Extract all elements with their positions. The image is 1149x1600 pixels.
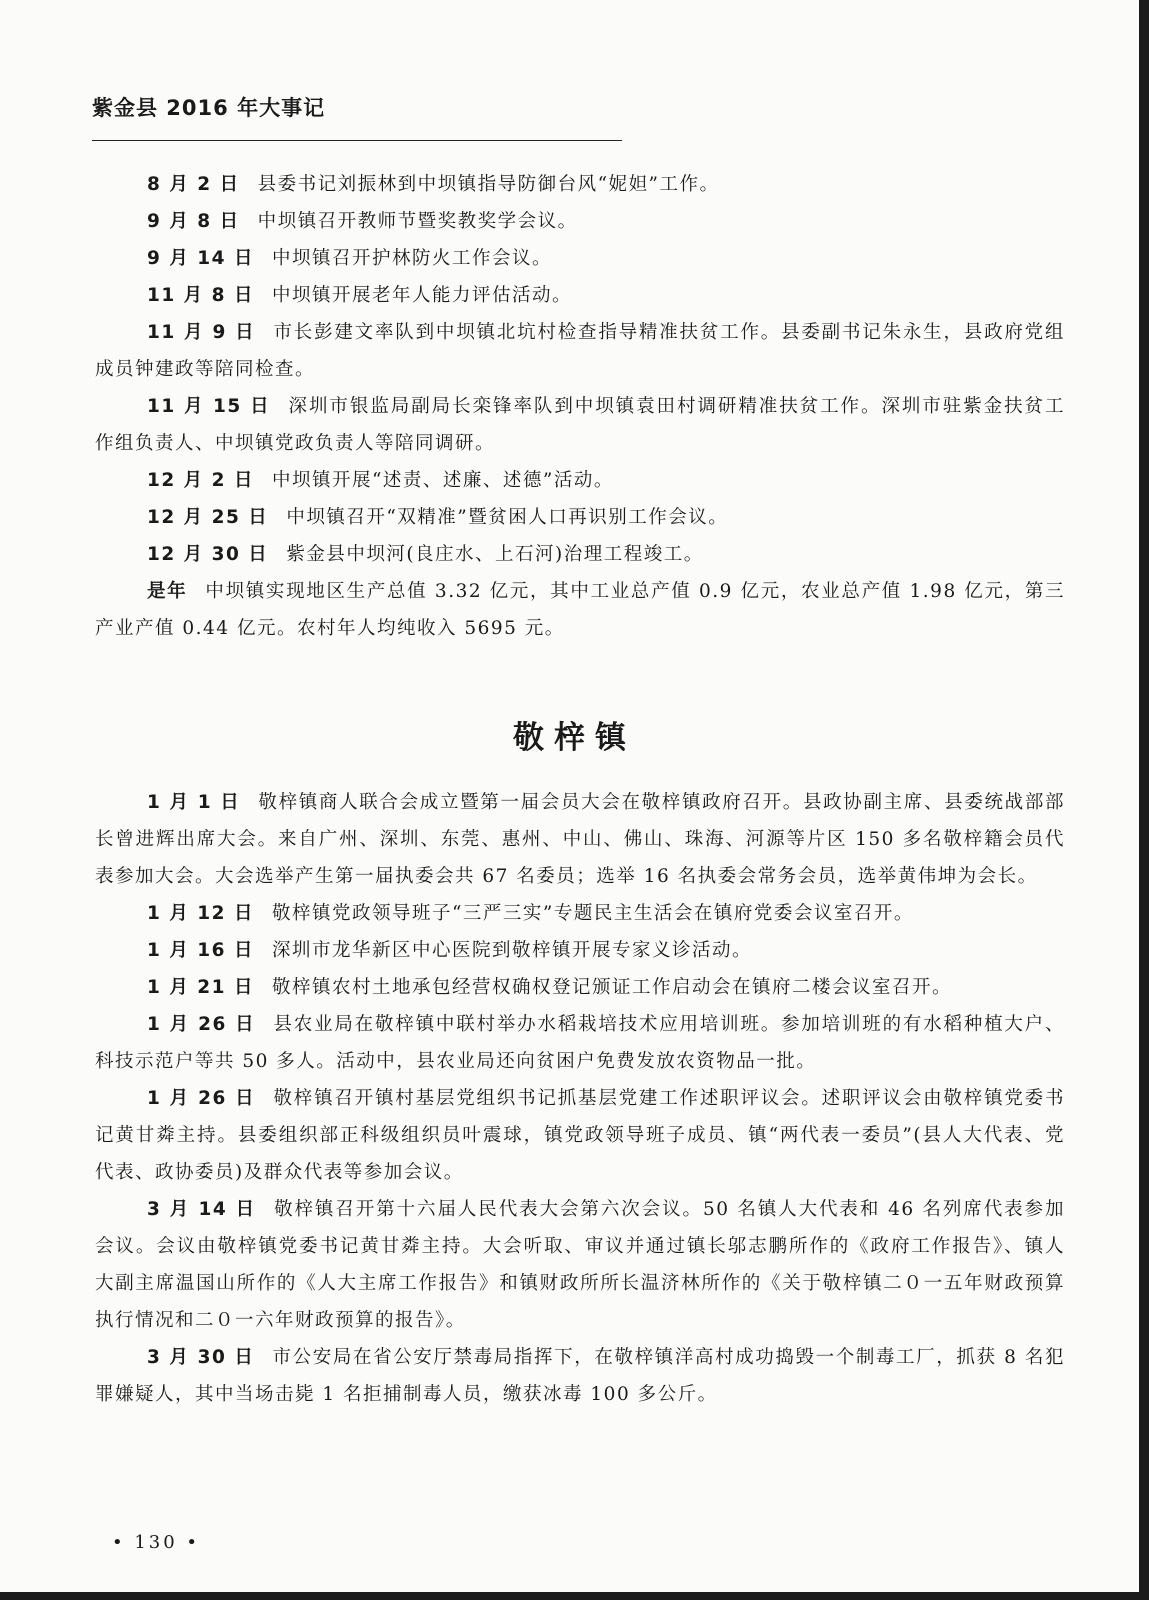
entry-text: 深圳市银监局副局长栾锋率队到中坝镇袁田村调研精准扶贫工作。深圳市驻紫金扶贫工作组负责人、中坝镇党政负责人等陪同调研。	[95, 396, 1065, 454]
entry-date: 9 月 8 日	[147, 211, 240, 232]
entry-date: 3 月 14 日	[147, 1199, 257, 1220]
entry-date: 11 月 8 日	[147, 285, 254, 306]
entry-text: 紫金县中坝河(良庄水、上石河)治理工程竣工。	[286, 544, 704, 565]
entry	[95, 1339, 1065, 1413]
entry-date: 1 月 26 日	[147, 1014, 256, 1035]
entry	[95, 240, 1065, 277]
entry-text: 县委书记刘振林到中坝镇指导防御台风“妮妲”工作。	[257, 174, 720, 195]
entry-date: 1 月 1 日	[147, 792, 241, 813]
entry-text: 敬梓镇商人联合会成立暨第一届会员大会在敬梓镇政府召开。县政协副主席、县委统战部部长曾进辉出席大会。来自广州、深圳、东莞、惠州、中山、佛山、珠海、河源等片区 150 多名敬梓籍会员代表参加大会。大会选举产生第一届执委会共 67 名委员；选举 16 名执委会常务会员，选举黄伟坤为会长。	[95, 792, 1065, 887]
entry	[95, 895, 1065, 932]
section1-entries	[95, 166, 1065, 647]
entry-date: 1 月 12 日	[147, 903, 254, 924]
entry-date: 11 月 9 日	[147, 322, 256, 343]
scan-edge-bottom	[0, 1592, 1149, 1600]
page-number: • 130 •	[112, 1532, 201, 1553]
entry	[95, 499, 1065, 536]
entry	[95, 388, 1065, 462]
entry-date: 1 月 21 日	[147, 977, 254, 998]
entry-date: 12 月 2 日	[147, 470, 254, 491]
entry	[95, 1191, 1065, 1339]
entry-text: 县农业局在敬梓镇中联村举办水稻栽培技术应用培训班。参加培训班的有水稻种植大户、科技示范户等共 50 多人。活动中，县农业局还向贫困户免费发放农资物品一批。	[95, 1014, 1065, 1072]
entry-text: 中坝镇实现地区生产总值 3.32 亿元，其中工业总产值 0.9 亿元，农业总产值 1.98 亿元，第三产业产值 0.44 亿元。农村年人均纯收入 5695 元。	[95, 581, 1065, 639]
entry-date: 1 月 26 日	[147, 1088, 256, 1109]
entry-text: 市长彭建文率队到中坝镇北坑村检查指导精准扶贫工作。县委副书记朱永生，县政府党组成员钟建政等陪同检查。	[95, 322, 1065, 380]
entry-text: 市公安局在省公安厅禁毒局指挥下，在敬梓镇洋高村成功捣毁一个制毒工厂，抓获 8 名犯罪嫌疑人，其中当场击毙 1 名拒捕制毒人员，缴获冰毒 100 多公斤。	[95, 1347, 1065, 1405]
entry-date: 12 月 25 日	[147, 507, 269, 528]
entry	[95, 203, 1065, 240]
entry	[95, 1080, 1065, 1191]
entry-text: 中坝镇开展“述责、述廉、述德”活动。	[271, 470, 614, 491]
header-rule	[92, 140, 622, 141]
running-head: 紫金县 2016 年大事记	[92, 96, 326, 120]
entry	[95, 932, 1065, 969]
entry-text: 敬梓镇党政领导班子“三严三实”专题民主生活会在镇府党委会议室召开。	[271, 903, 914, 924]
entry-date: 11 月 15 日	[147, 396, 271, 417]
entry	[95, 1006, 1065, 1080]
entry	[95, 969, 1065, 1006]
entry	[95, 784, 1065, 895]
section2-entries	[95, 784, 1065, 1413]
entry	[95, 277, 1065, 314]
entry-text: 中坝镇开展老年人能力评估活动。	[271, 285, 572, 306]
entry-text: 敬梓镇召开第十六届人民代表大会第六次会议。50 名镇人大代表和 46 名列席代表参加会议。会议由敬梓镇党委书记黄甘粦主持。大会听取、审议并通过镇长邬志鹏所作的《政府工作报告》、镇人大副主席温国山所作的《人大主席工作报告》和镇财政所所长温济林所作的《关于敬梓镇二０一五年财政预算执行情况和二０一六年财政预算的报告》。	[95, 1199, 1065, 1331]
entry-date: 1 月 16 日	[147, 940, 254, 961]
entry-date: 3 月 30 日	[147, 1347, 255, 1368]
entry-text: 中坝镇召开“双精准”暨贫困人口再识别工作会议。	[286, 507, 729, 528]
entry-date: 12 月 30 日	[147, 544, 269, 565]
entry-text: 深圳市龙华新区中心医院到敬梓镇开展专家义诊活动。	[271, 940, 752, 961]
entry-text: 敬梓镇农村土地承包经营权确权登记颁证工作启动会在镇府二楼会议室召开。	[271, 977, 952, 998]
entry	[95, 314, 1065, 388]
entry	[95, 166, 1065, 203]
entry	[95, 536, 1065, 573]
entry-text: 敬梓镇召开镇村基层党组织书记抓基层党建工作述职评议会。述职评议会由敬梓镇党委书记黄甘粦主持。县委组织部正科级组织员叶震球，镇党政领导班子成员、镇“两代表一委员”(县人大代表、党代表、政协委员)及群众代表等参加会议。	[95, 1088, 1065, 1183]
entry-date: 是年	[147, 581, 188, 602]
entry-date: 9 月 14 日	[147, 248, 254, 269]
scan-edge-right	[1139, 0, 1149, 1600]
entry-text: 中坝镇召开护林防火工作会议。	[271, 248, 552, 269]
entry	[95, 573, 1065, 647]
entry-date: 8 月 2 日	[147, 174, 240, 195]
section-title: 敬梓镇	[513, 720, 636, 756]
entry-text: 中坝镇召开教师节暨奖教奖学会议。	[257, 211, 578, 232]
entry	[95, 462, 1065, 499]
